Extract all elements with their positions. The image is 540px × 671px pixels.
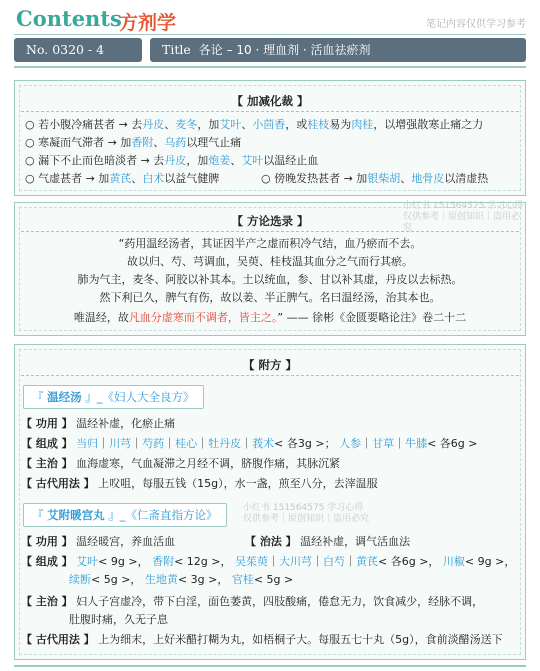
appendix-title: 【 附方 】 (242, 358, 297, 372)
title-divider (14, 66, 526, 68)
formula-function: 【 功用 】 温经补虚，化瘀止痛 (21, 417, 176, 430)
footer-divider (14, 665, 526, 667)
formula-indication: 【 主治 】 妇人子宫虚冷，带下白淫，面色萎黄，四肢酸痛，倦怠无力，饮食减少，经脉不调， (21, 595, 484, 608)
quote-line: 然下利已久，脾气有伤，故以姜、半正脾气。名曰温经汤，治其本也。 (99, 291, 441, 304)
formula-function: 【 功用 】 温经暖宫，养血活血 (21, 535, 176, 548)
quote-line: 故以归、芍、芎调血，吴萸、桂枝温其血分之气而行其瘀。 (127, 255, 413, 268)
modification-row: ○ 漏下不止而色暗淡者 → 去丹皮，加炮姜、艾叶以温经止血 (25, 154, 319, 167)
note-title (150, 38, 526, 62)
quote-line: “药用温经汤者，其证因半产之虚而积冷气结，血乃瘀而不去。 (118, 237, 422, 250)
formula-indication-cont: 肚腹时痛，久无子息 (69, 613, 168, 626)
quote-line: 肺为气主，麦冬、阿胶以补其本。土以统血，参、甘以补其虚，丹皮以去标热。 (77, 273, 463, 286)
formula-name: 『 温经汤 』_《妇人大全良方》 (23, 385, 204, 409)
formula-usage: 【 古代用法 】 上为细末，上好米醋打糊为丸，如梧桐子大。每服五七十丸（5g），食前淡醋汤送下 (21, 633, 503, 646)
formula-usage: 【 古代用法 】 上㕮咀，每服五钱（15g），水一盏，煎至八分，去滓温服 (21, 477, 378, 490)
contents-title: Contents (16, 6, 122, 31)
modification-row: ○ 傍晚发热甚者 → 加银柴胡、地骨皮以清虚热 (261, 172, 489, 185)
subject-title: 方剂学 (119, 12, 177, 34)
header-note: 笔记内容仅供学习参考 (426, 19, 526, 30)
commentary-title: 【 方论选录 】 (231, 214, 309, 228)
section-rule (21, 375, 519, 376)
watermark: 小红书 151564575 学习心得 仅供参考｜原创知识｜盗用必究 (403, 201, 524, 233)
modification-section (14, 80, 526, 196)
section-rule (21, 111, 519, 112)
formula-name: 『 艾附暖宫丸 』_《仁斋直指方论》 (23, 503, 227, 527)
modification-row: ○ 若小腹冷痛甚者 → 去丹皮、麦冬，加艾叶、小茴香，或桂枝易为肉桂，以增强散寒止痛之力 (25, 118, 484, 131)
commentary-section (14, 202, 526, 336)
formula-composition: 【 组成 】 当归｜川芎｜芍药｜桂心｜牡丹皮｜莪术< 各3g >； 人参｜甘草｜牛膝< 各6g > (21, 437, 478, 450)
quote-line: 唯温经，故凡血分虚寒而不调者，皆主之。” —— 徐彬《金匮要略论注》卷二十二 (73, 311, 467, 324)
formula-composition-cont: 续断< 5g >， 生地黄< 3g >， 官桂< 5g > (69, 573, 294, 586)
modification-row: ○ 寒凝而气滞者 → 加香附、乌药以理气止痛 (25, 136, 242, 149)
appendix-section (14, 344, 526, 660)
header-divider (14, 34, 526, 35)
title-label: Title (162, 42, 191, 57)
formula-composition: 【 组成 】 艾叶< 9g >， 香附< 12g >， 吴茱萸｜大川芎｜白芍｜黄芪< 各6g >， 川椒< 9g >， (21, 555, 516, 568)
note-number: No. 0320 - 4 (14, 38, 142, 62)
formula-indication: 【 主治 】 血海虚寒，气血凝滞之月经不调，脐腹作痛，其脉沉紧 (21, 457, 341, 470)
title-value: 各论 – 10 · 理血剂 · 活血祛瘀剂 (198, 43, 371, 57)
watermark: 小红书 151564575 学习心得 仅供参考｜原创知识｜盗用必究 (243, 503, 370, 524)
modification-title: 【 加减化裁 】 (231, 94, 309, 108)
modification-row: ○ 气虚甚者 → 加黄芪、白术以益气健脾 (25, 172, 220, 185)
formula-method: 【 治法 】 温经补虚，调气活血法 (245, 535, 411, 548)
